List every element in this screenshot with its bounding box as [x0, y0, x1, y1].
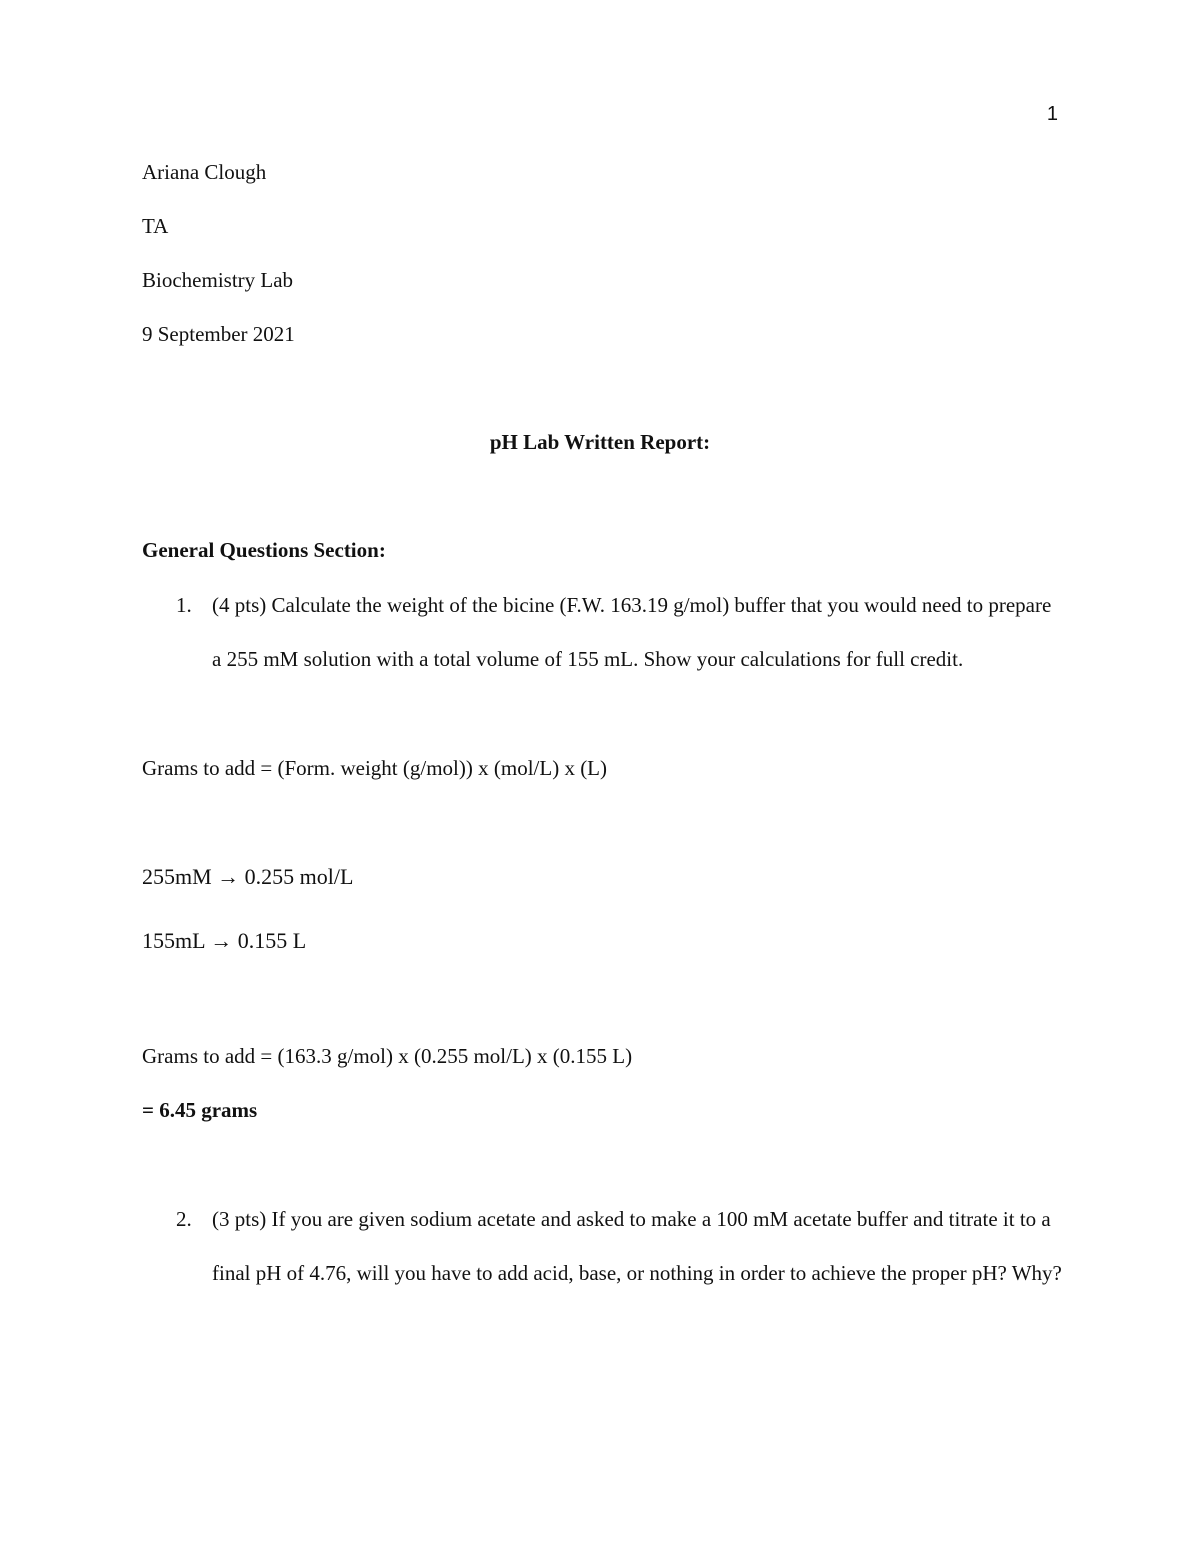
page-number: 1: [1046, 103, 1058, 125]
question-1-number: 1.: [176, 593, 192, 617]
answer-1-result: = 6.45 grams: [142, 1098, 258, 1122]
question-2-text: (3 pts) If you are given sodium acetate and asked to make a 100 mM acetate buffer and titrate it to a final pH of 4.76, will you have to add acid, base, or nothing in order to achieve the proper pH? Why?: [212, 1207, 1062, 1285]
course-name: Biochemistry Lab: [142, 268, 294, 292]
answer-1-substitution: Grams to add = (163.3 g/mol) x (0.255 mol/L) x (0.155 L): [142, 1044, 633, 1068]
instructor-name: TA: [142, 214, 169, 238]
question-2-number: 2.: [176, 1207, 192, 1231]
answer-1-conversion-molarity: 255mM → 0.255 mol/L: [142, 864, 354, 889]
student-name: Ariana Clough: [142, 160, 267, 184]
answer-1-formula: Grams to add = (Form. weight (g/mol)) x (mol/L) x (L): [142, 756, 608, 780]
report-date: 9 September 2021: [142, 322, 295, 346]
answer-1-conversion-volume: 155mL → 0.155 L: [142, 928, 307, 953]
question-1-text: (4 pts) Calculate the weight of the bicine (F.W. 163.19 g/mol) buffer that you would need to prepare a 255 mM solution with a total volume of 155 mL. Show your calculations for full credit.: [212, 593, 1052, 671]
report-title: pH Lab Written Report:: [489, 430, 711, 454]
section-heading: General Questions Section:: [142, 538, 386, 562]
